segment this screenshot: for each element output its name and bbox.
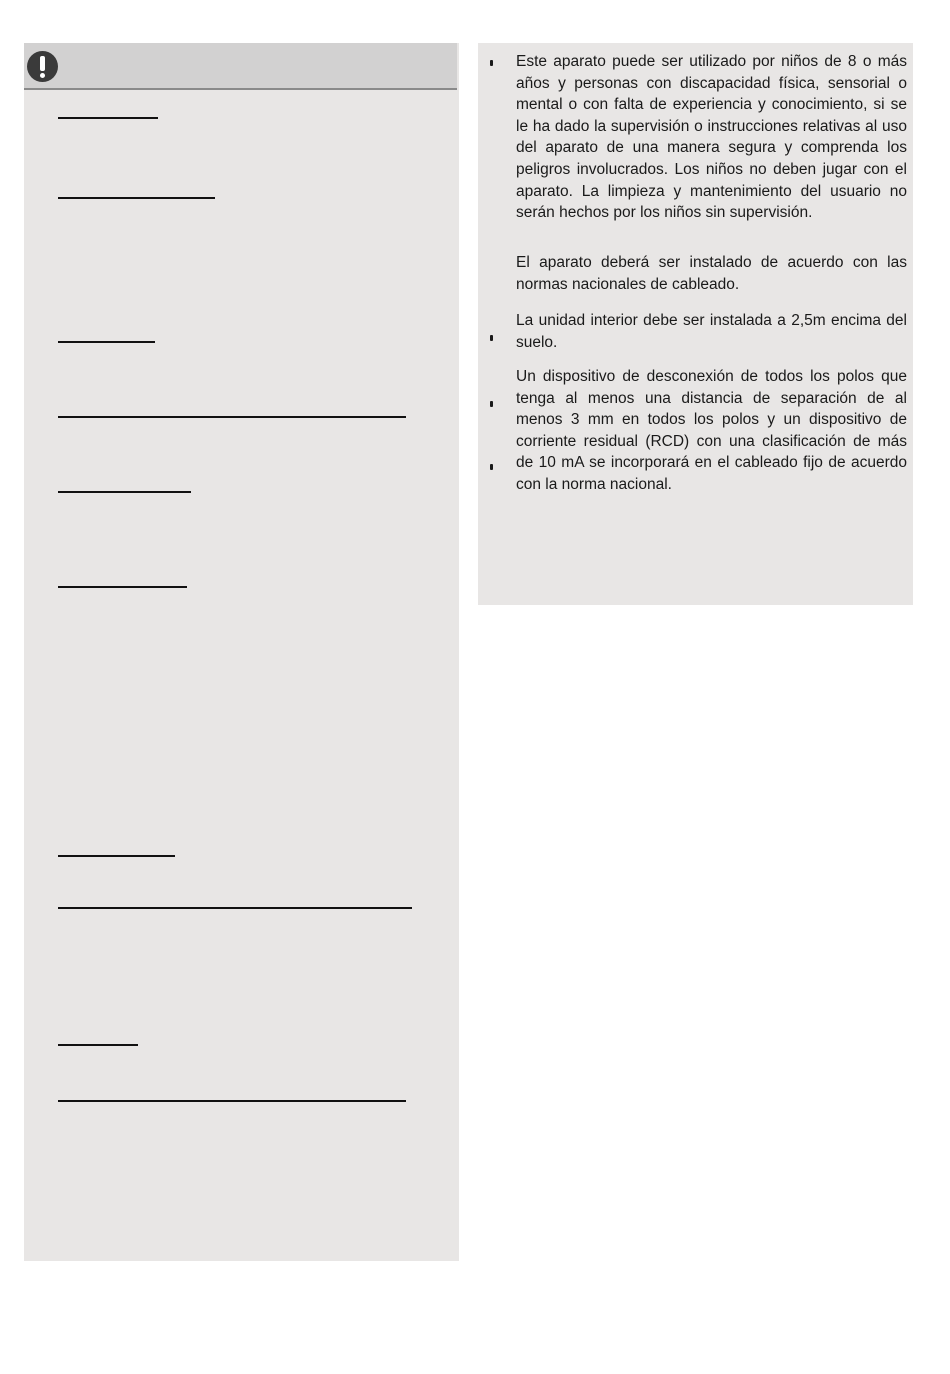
paragraph-height: La unidad interior debe ser instalada a 2,5m encima del suelo.: [516, 312, 907, 351]
bullet-marker: [490, 464, 493, 470]
redacted-heading-rule: [58, 491, 191, 493]
redacted-heading-rule: [58, 586, 187, 588]
bullet-marker: [490, 401, 493, 407]
redacted-heading-rule: [58, 1100, 406, 1102]
redacted-heading-rule: [58, 855, 175, 857]
left-warning-panel: [24, 43, 459, 1261]
redacted-heading-rule: [58, 416, 406, 418]
right-instructions-panel: [478, 43, 913, 605]
redacted-heading-rule: [58, 117, 158, 119]
paragraph-supervision: Este aparato puede ser utilizado por niños de 8 o más años y personas con discapacidad física, sensorial o mental o con falta de experiencia y conocimiento, si se le ha dado la supervisión o instrucciones relativas al uso del aparato de una manera segura y comprenda los peligros involucrados. Los niños no deben jugar con el aparato. La limpieza y mantenimiento del usuario no serán hechos por los niños sin supervisión.: [516, 53, 907, 222]
redacted-heading-rule: [58, 197, 215, 199]
bullet-marker: [490, 335, 493, 341]
exclamation-circle-icon: [27, 51, 58, 82]
bullet-marker: [490, 60, 493, 66]
redacted-heading-rule: [58, 1044, 138, 1046]
warning-header: [24, 43, 457, 90]
redacted-heading-rule: [58, 907, 412, 909]
paragraph-wiring: El aparato deberá ser instalado de acuerdo con las normas nacionales de cableado.: [516, 254, 907, 293]
paragraph-disconnection: Un dispositivo de desconexión de todos los polos que tenga al menos una distancia de separación de al menos 3 mm en todos los polos y un dispositivo de corriente residual (RCD) con una clasificación de más de 10 mA se incorporará en el cableado fijo de acuerdo con la norma nacional.: [516, 368, 907, 493]
redacted-heading-rule: [58, 341, 155, 343]
